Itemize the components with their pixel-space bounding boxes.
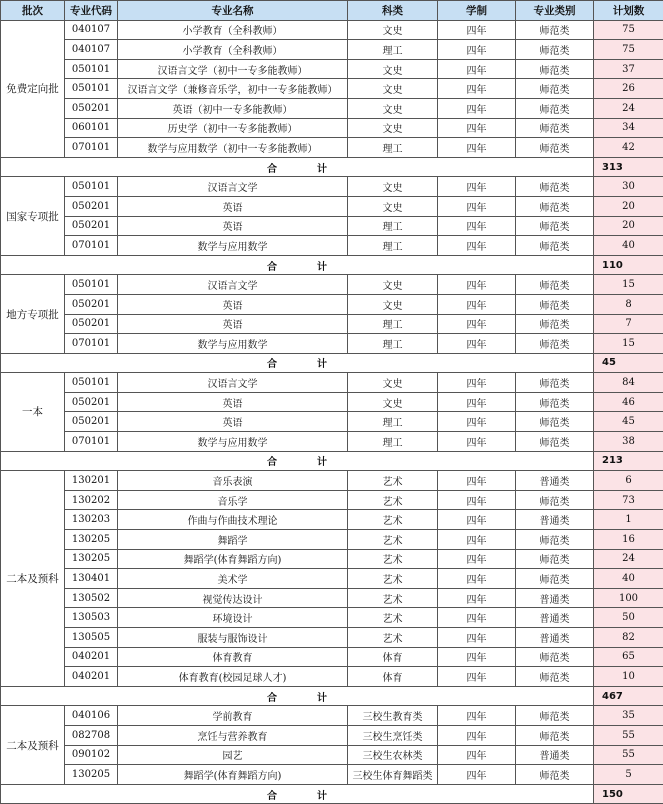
major-name: 舞蹈学: [118, 530, 348, 550]
major-code: 060101: [65, 118, 118, 138]
major-name: 汉语言文学（兼修音乐学，初中一专多能教师）: [118, 79, 348, 99]
batch-label: 地方专项批: [1, 275, 65, 353]
major-code: 130503: [65, 608, 118, 628]
study-duration: 四年: [438, 98, 516, 118]
table-row: [1, 118, 663, 138]
major-code: 040201: [65, 647, 118, 667]
study-duration: 四年: [438, 138, 516, 158]
study-duration: 四年: [438, 196, 516, 216]
study-duration: 四年: [438, 667, 516, 687]
study-duration: 四年: [438, 608, 516, 628]
plan-count: 10: [594, 667, 663, 687]
major-category: 三校生教育类: [348, 706, 438, 726]
table-row: [1, 588, 663, 608]
total-value: 313: [594, 157, 663, 177]
major-code: 050101: [65, 373, 118, 393]
plan-count: 46: [594, 392, 663, 412]
table-row: [1, 490, 663, 510]
major-category: 三校生体育舞蹈类: [348, 765, 438, 785]
major-type: 师范类: [516, 569, 594, 589]
major-code: 050201: [65, 314, 118, 334]
major-type: 师范类: [516, 490, 594, 510]
major-name: 舞蹈学(体育舞蹈方向): [118, 549, 348, 569]
study-duration: 四年: [438, 706, 516, 726]
major-code: 040107: [65, 20, 118, 40]
table-row: [1, 294, 663, 314]
major-category: 文史: [348, 392, 438, 412]
major-code: 070101: [65, 432, 118, 452]
major-category: 文史: [348, 20, 438, 40]
total-row: [1, 784, 663, 804]
batch-label: 免费定向批: [1, 20, 65, 157]
major-category: 艺术: [348, 510, 438, 530]
total-value: 45: [594, 353, 663, 373]
plan-count: 55: [594, 745, 663, 765]
major-code: 090102: [65, 745, 118, 765]
major-category: 理工: [348, 40, 438, 60]
major-code: 130201: [65, 471, 118, 491]
table-row: [1, 392, 663, 412]
major-category: 艺术: [348, 569, 438, 589]
major-type: 普通类: [516, 745, 594, 765]
study-duration: 四年: [438, 647, 516, 667]
plan-count: 34: [594, 118, 663, 138]
major-category: 文史: [348, 79, 438, 99]
major-code: 050201: [65, 412, 118, 432]
major-name: 英语: [118, 412, 348, 432]
major-code: 050201: [65, 216, 118, 236]
major-name: 体育教育(校园足球人才): [118, 667, 348, 687]
major-name: 英语（初中一专多能教师）: [118, 98, 348, 118]
plan-count: 75: [594, 20, 663, 40]
table-row: [1, 706, 663, 726]
total-value: 467: [594, 686, 663, 706]
table-row: [1, 765, 663, 785]
header-row: [1, 1, 663, 21]
study-duration: 四年: [438, 216, 516, 236]
total-row: [1, 451, 663, 471]
major-category: 文史: [348, 294, 438, 314]
major-name: 烹饪与营养教育: [118, 725, 348, 745]
plan-count: 8: [594, 294, 663, 314]
table-row: [1, 216, 663, 236]
study-duration: 四年: [438, 79, 516, 99]
major-type: 师范类: [516, 647, 594, 667]
major-category: 理工: [348, 314, 438, 334]
table-row: [1, 373, 663, 393]
major-type: 师范类: [516, 549, 594, 569]
major-name: 学前教育: [118, 706, 348, 726]
study-duration: 四年: [438, 530, 516, 550]
study-duration: 四年: [438, 549, 516, 569]
study-duration: 四年: [438, 40, 516, 60]
header-name: 专业名称: [118, 1, 348, 21]
major-category: 文史: [348, 196, 438, 216]
major-code: 130203: [65, 510, 118, 530]
plan-count: 75: [594, 40, 663, 60]
major-name: 英语: [118, 216, 348, 236]
major-type: 师范类: [516, 59, 594, 79]
major-code: 040201: [65, 667, 118, 687]
study-duration: 四年: [438, 588, 516, 608]
table-row: [1, 196, 663, 216]
major-type: 师范类: [516, 196, 594, 216]
major-type: 普通类: [516, 628, 594, 648]
table-row: [1, 725, 663, 745]
major-name: 数学与应用数学: [118, 432, 348, 452]
major-name: 音乐学: [118, 490, 348, 510]
plan-count: 16: [594, 530, 663, 550]
major-category: 理工: [348, 412, 438, 432]
major-name: 数学与应用数学（初中一专多能教师）: [118, 138, 348, 158]
table-row: [1, 530, 663, 550]
major-type: 师范类: [516, 216, 594, 236]
study-duration: 四年: [438, 745, 516, 765]
major-name: 汉语言文学（初中一专多能教师）: [118, 59, 348, 79]
major-name: 作曲与作曲技术理论: [118, 510, 348, 530]
table-row: [1, 745, 663, 765]
major-category: 文史: [348, 373, 438, 393]
major-type: 师范类: [516, 236, 594, 256]
major-category: 三校生农林类: [348, 745, 438, 765]
header-duration: 学制: [438, 1, 516, 21]
major-type: 师范类: [516, 40, 594, 60]
table-row: [1, 628, 663, 648]
major-code: 050101: [65, 275, 118, 295]
major-type: 普通类: [516, 471, 594, 491]
table-row: [1, 20, 663, 40]
major-name: 汉语言文学: [118, 275, 348, 295]
major-category: 理工: [348, 432, 438, 452]
study-duration: 四年: [438, 236, 516, 256]
major-code: 070101: [65, 138, 118, 158]
batch-label: 二本及预科: [1, 471, 65, 687]
major-code: 050201: [65, 98, 118, 118]
major-code: 070101: [65, 334, 118, 354]
plan-count: 15: [594, 275, 663, 295]
major-code: 130505: [65, 628, 118, 648]
header-batch: 批次: [1, 1, 65, 21]
major-category: 艺术: [348, 530, 438, 550]
major-code: 040107: [65, 40, 118, 60]
header-code: 专业代码: [65, 1, 118, 21]
study-duration: 四年: [438, 725, 516, 745]
total-label: 合 计: [1, 451, 594, 471]
major-category: 文史: [348, 275, 438, 295]
table-row: [1, 177, 663, 197]
major-code: 050201: [65, 196, 118, 216]
plan-count: 100: [594, 588, 663, 608]
study-duration: 四年: [438, 392, 516, 412]
major-name: 汉语言文学: [118, 177, 348, 197]
total-row: [1, 353, 663, 373]
total-value: 110: [594, 255, 663, 275]
major-category: 理工: [348, 236, 438, 256]
major-name: 音乐表演: [118, 471, 348, 491]
study-duration: 四年: [438, 373, 516, 393]
batch-label: 二本及预科: [1, 706, 65, 784]
major-type: 师范类: [516, 530, 594, 550]
major-code: 082708: [65, 725, 118, 745]
plan-count: 38: [594, 432, 663, 452]
plan-count: 55: [594, 725, 663, 745]
major-code: 130401: [65, 569, 118, 589]
major-type: 师范类: [516, 314, 594, 334]
table-row: [1, 236, 663, 256]
major-category: 三校生烹饪类: [348, 725, 438, 745]
plan-count: 84: [594, 373, 663, 393]
plan-count: 35: [594, 706, 663, 726]
major-type: 师范类: [516, 275, 594, 295]
plan-count: 26: [594, 79, 663, 99]
batch-label: 一本: [1, 373, 65, 451]
major-name: 舞蹈学(体育舞蹈方向): [118, 765, 348, 785]
total-value: 150: [594, 784, 663, 804]
study-duration: 四年: [438, 490, 516, 510]
total-value: 213: [594, 451, 663, 471]
major-code: 130205: [65, 530, 118, 550]
major-type: 普通类: [516, 510, 594, 530]
study-duration: 四年: [438, 177, 516, 197]
major-category: 艺术: [348, 588, 438, 608]
major-category: 文史: [348, 177, 438, 197]
major-type: 普通类: [516, 588, 594, 608]
table-row: [1, 608, 663, 628]
major-category: 体育: [348, 667, 438, 687]
major-name: 数学与应用数学: [118, 236, 348, 256]
major-category: 理工: [348, 334, 438, 354]
table-row: [1, 314, 663, 334]
major-type: 师范类: [516, 725, 594, 745]
study-duration: 四年: [438, 118, 516, 138]
total-row: [1, 255, 663, 275]
major-type: 师范类: [516, 20, 594, 40]
study-duration: 四年: [438, 59, 516, 79]
total-label: 合 计: [1, 784, 594, 804]
major-code: 050101: [65, 79, 118, 99]
major-name: 数学与应用数学: [118, 334, 348, 354]
major-category: 文史: [348, 98, 438, 118]
table-row: [1, 40, 663, 60]
major-type: 普通类: [516, 608, 594, 628]
major-category: 艺术: [348, 549, 438, 569]
major-category: 体育: [348, 647, 438, 667]
major-category: 艺术: [348, 471, 438, 491]
plan-count: 6: [594, 471, 663, 491]
major-code: 040106: [65, 706, 118, 726]
major-category: 理工: [348, 138, 438, 158]
plan-count: 82: [594, 628, 663, 648]
study-duration: 四年: [438, 314, 516, 334]
study-duration: 四年: [438, 412, 516, 432]
major-code: 050101: [65, 177, 118, 197]
major-type: 师范类: [516, 667, 594, 687]
major-code: 070101: [65, 236, 118, 256]
major-category: 文史: [348, 59, 438, 79]
plan-count: 20: [594, 216, 663, 236]
major-type: 师范类: [516, 118, 594, 138]
major-code: 130502: [65, 588, 118, 608]
total-label: 合 计: [1, 686, 594, 706]
major-type: 师范类: [516, 765, 594, 785]
major-type: 师范类: [516, 294, 594, 314]
major-name: 英语: [118, 392, 348, 412]
major-code: 050201: [65, 294, 118, 314]
major-category: 理工: [348, 216, 438, 236]
major-name: 英语: [118, 294, 348, 314]
major-name: 美术学: [118, 569, 348, 589]
total-label: 合 计: [1, 157, 594, 177]
major-code: 050101: [65, 59, 118, 79]
plan-count: 40: [594, 569, 663, 589]
plan-count: 45: [594, 412, 663, 432]
plan-count: 15: [594, 334, 663, 354]
study-duration: 四年: [438, 765, 516, 785]
table-row: [1, 138, 663, 158]
major-name: 小学教育（全科教师）: [118, 20, 348, 40]
major-name: 视觉传达设计: [118, 588, 348, 608]
table-row: [1, 98, 663, 118]
major-type: 师范类: [516, 706, 594, 726]
major-type: 师范类: [516, 177, 594, 197]
study-duration: 四年: [438, 432, 516, 452]
major-name: 历史学（初中一专多能教师）: [118, 118, 348, 138]
batch-label: 国家专项批: [1, 177, 65, 255]
table-body: [1, 20, 663, 804]
plan-count: 1: [594, 510, 663, 530]
plan-count: 65: [594, 647, 663, 667]
table-row: [1, 569, 663, 589]
major-code: 050201: [65, 392, 118, 412]
study-duration: 四年: [438, 569, 516, 589]
study-duration: 四年: [438, 275, 516, 295]
major-category: 艺术: [348, 490, 438, 510]
plan-count: 20: [594, 196, 663, 216]
plan-count: 40: [594, 236, 663, 256]
header-plan: 计划数: [594, 1, 663, 21]
major-type: 师范类: [516, 138, 594, 158]
plan-count: 73: [594, 490, 663, 510]
table-row: [1, 59, 663, 79]
major-type: 师范类: [516, 392, 594, 412]
plan-count: 50: [594, 608, 663, 628]
major-category: 艺术: [348, 628, 438, 648]
major-name: 汉语言文学: [118, 373, 348, 393]
table-row: [1, 471, 663, 491]
plan-count: 24: [594, 98, 663, 118]
major-category: 艺术: [348, 608, 438, 628]
major-code: 130205: [65, 549, 118, 569]
table-row: [1, 647, 663, 667]
major-type: 师范类: [516, 373, 594, 393]
table-row: [1, 510, 663, 530]
header-category: 科类: [348, 1, 438, 21]
study-duration: 四年: [438, 628, 516, 648]
major-name: 英语: [118, 314, 348, 334]
major-name: 环境设计: [118, 608, 348, 628]
major-category: 文史: [348, 118, 438, 138]
plan-count: 24: [594, 549, 663, 569]
total-row: [1, 686, 663, 706]
major-code: 130202: [65, 490, 118, 510]
table-row: [1, 667, 663, 687]
major-type: 师范类: [516, 412, 594, 432]
table-row: [1, 334, 663, 354]
study-duration: 四年: [438, 294, 516, 314]
table-row: [1, 79, 663, 99]
table-row: [1, 412, 663, 432]
table-row: [1, 549, 663, 569]
major-name: 小学教育（全科教师）: [118, 40, 348, 60]
plan-count: 42: [594, 138, 663, 158]
table-row: [1, 432, 663, 452]
plan-count: 5: [594, 765, 663, 785]
major-name: 园艺: [118, 745, 348, 765]
header-type: 专业类别: [516, 1, 594, 21]
major-name: 英语: [118, 196, 348, 216]
major-type: 师范类: [516, 79, 594, 99]
major-type: 师范类: [516, 98, 594, 118]
study-duration: 四年: [438, 334, 516, 354]
study-duration: 四年: [438, 471, 516, 491]
plan-count: 37: [594, 59, 663, 79]
study-duration: 四年: [438, 20, 516, 40]
table-row: [1, 275, 663, 295]
major-code: 130205: [65, 765, 118, 785]
total-label: 合 计: [1, 255, 594, 275]
major-name: 体育教育: [118, 647, 348, 667]
major-type: 师范类: [516, 334, 594, 354]
total-row: [1, 157, 663, 177]
plan-count: 7: [594, 314, 663, 334]
study-duration: 四年: [438, 510, 516, 530]
total-label: 合 计: [1, 353, 594, 373]
major-type: 师范类: [516, 432, 594, 452]
plan-count: 30: [594, 177, 663, 197]
major-name: 服装与服饰设计: [118, 628, 348, 648]
